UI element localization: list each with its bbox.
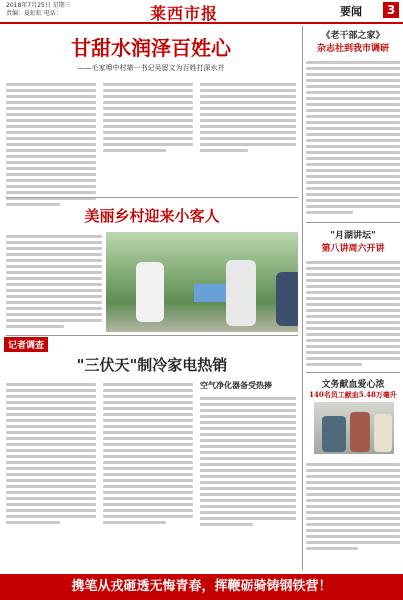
footer-slogan: 携笔从戎砸透无悔青春，挥鞭砺骑铸钢铁营！: [71, 579, 332, 594]
side-story-1-headline-line2: 杂志社到我市调研: [316, 44, 389, 54]
lead-body-col-1: [6, 80, 96, 209]
newspaper-brand: 莱西市报: [150, 4, 219, 23]
page-number: 3: [383, 2, 399, 18]
lead-story-heading: [6, 32, 296, 73]
issue-date: 2018年7月25日 星期三: [6, 2, 71, 9]
column-divider: [302, 26, 303, 570]
masthead: [0, 0, 403, 24]
photo-story-body: [6, 232, 102, 331]
rubric-tag: 记者调查: [4, 337, 48, 352]
side-story-3-headline-line1: 文务献血爱心浓: [321, 380, 385, 390]
feature-heading: [6, 354, 298, 375]
feature-headline: "三伏天"制冷家电热销: [76, 356, 228, 374]
side-story-3-headline-line2: 140名员工献血5.48万毫升: [309, 390, 397, 399]
side-story-2-body: [306, 258, 400, 369]
kids-visit-photo: [106, 232, 298, 332]
editor-info: 责编：夏虹虹 电话：: [6, 10, 62, 17]
side-story-2-headline-line1: "月湖讲坛": [330, 231, 376, 241]
blood-donation-photo: [314, 402, 394, 454]
side-story-1-body: [306, 58, 400, 217]
side-story-3-body: [306, 460, 400, 553]
sub-story-headline: 空气净化器备受热捧: [200, 380, 272, 390]
photo-story-heading: [6, 205, 298, 226]
lead-body-col-2: [103, 80, 193, 155]
lead-headline: 甘甜水润泽百姓心: [71, 36, 231, 60]
feature-body-col-2: [103, 380, 193, 527]
feature-body-col-1: [6, 380, 96, 527]
side-story-1-headline-line1: 《老干部之家》: [321, 31, 385, 41]
side-story-2-headline-line2: 第八讲周六开讲: [321, 244, 385, 254]
divider: [306, 222, 400, 223]
side-story-1-heading: [306, 28, 400, 54]
section-name: 要闻: [340, 5, 362, 18]
issue-meta: [6, 2, 71, 18]
side-story-3-heading: [306, 377, 400, 400]
divider: [6, 335, 298, 336]
side-story-2-heading: [306, 228, 400, 254]
footer-slogan-banner: [0, 574, 403, 600]
lead-body-col-3: [200, 80, 296, 155]
sub-story-heading: [200, 380, 296, 391]
divider: [6, 197, 298, 198]
photo-story-headline: 美丽乡村迎来小客人: [84, 207, 220, 225]
lead-subheadline: ——毛家埠中村第一书记吴留文为百姓打深水井: [77, 64, 225, 72]
divider: [306, 372, 400, 373]
sub-story-body: [200, 394, 296, 529]
